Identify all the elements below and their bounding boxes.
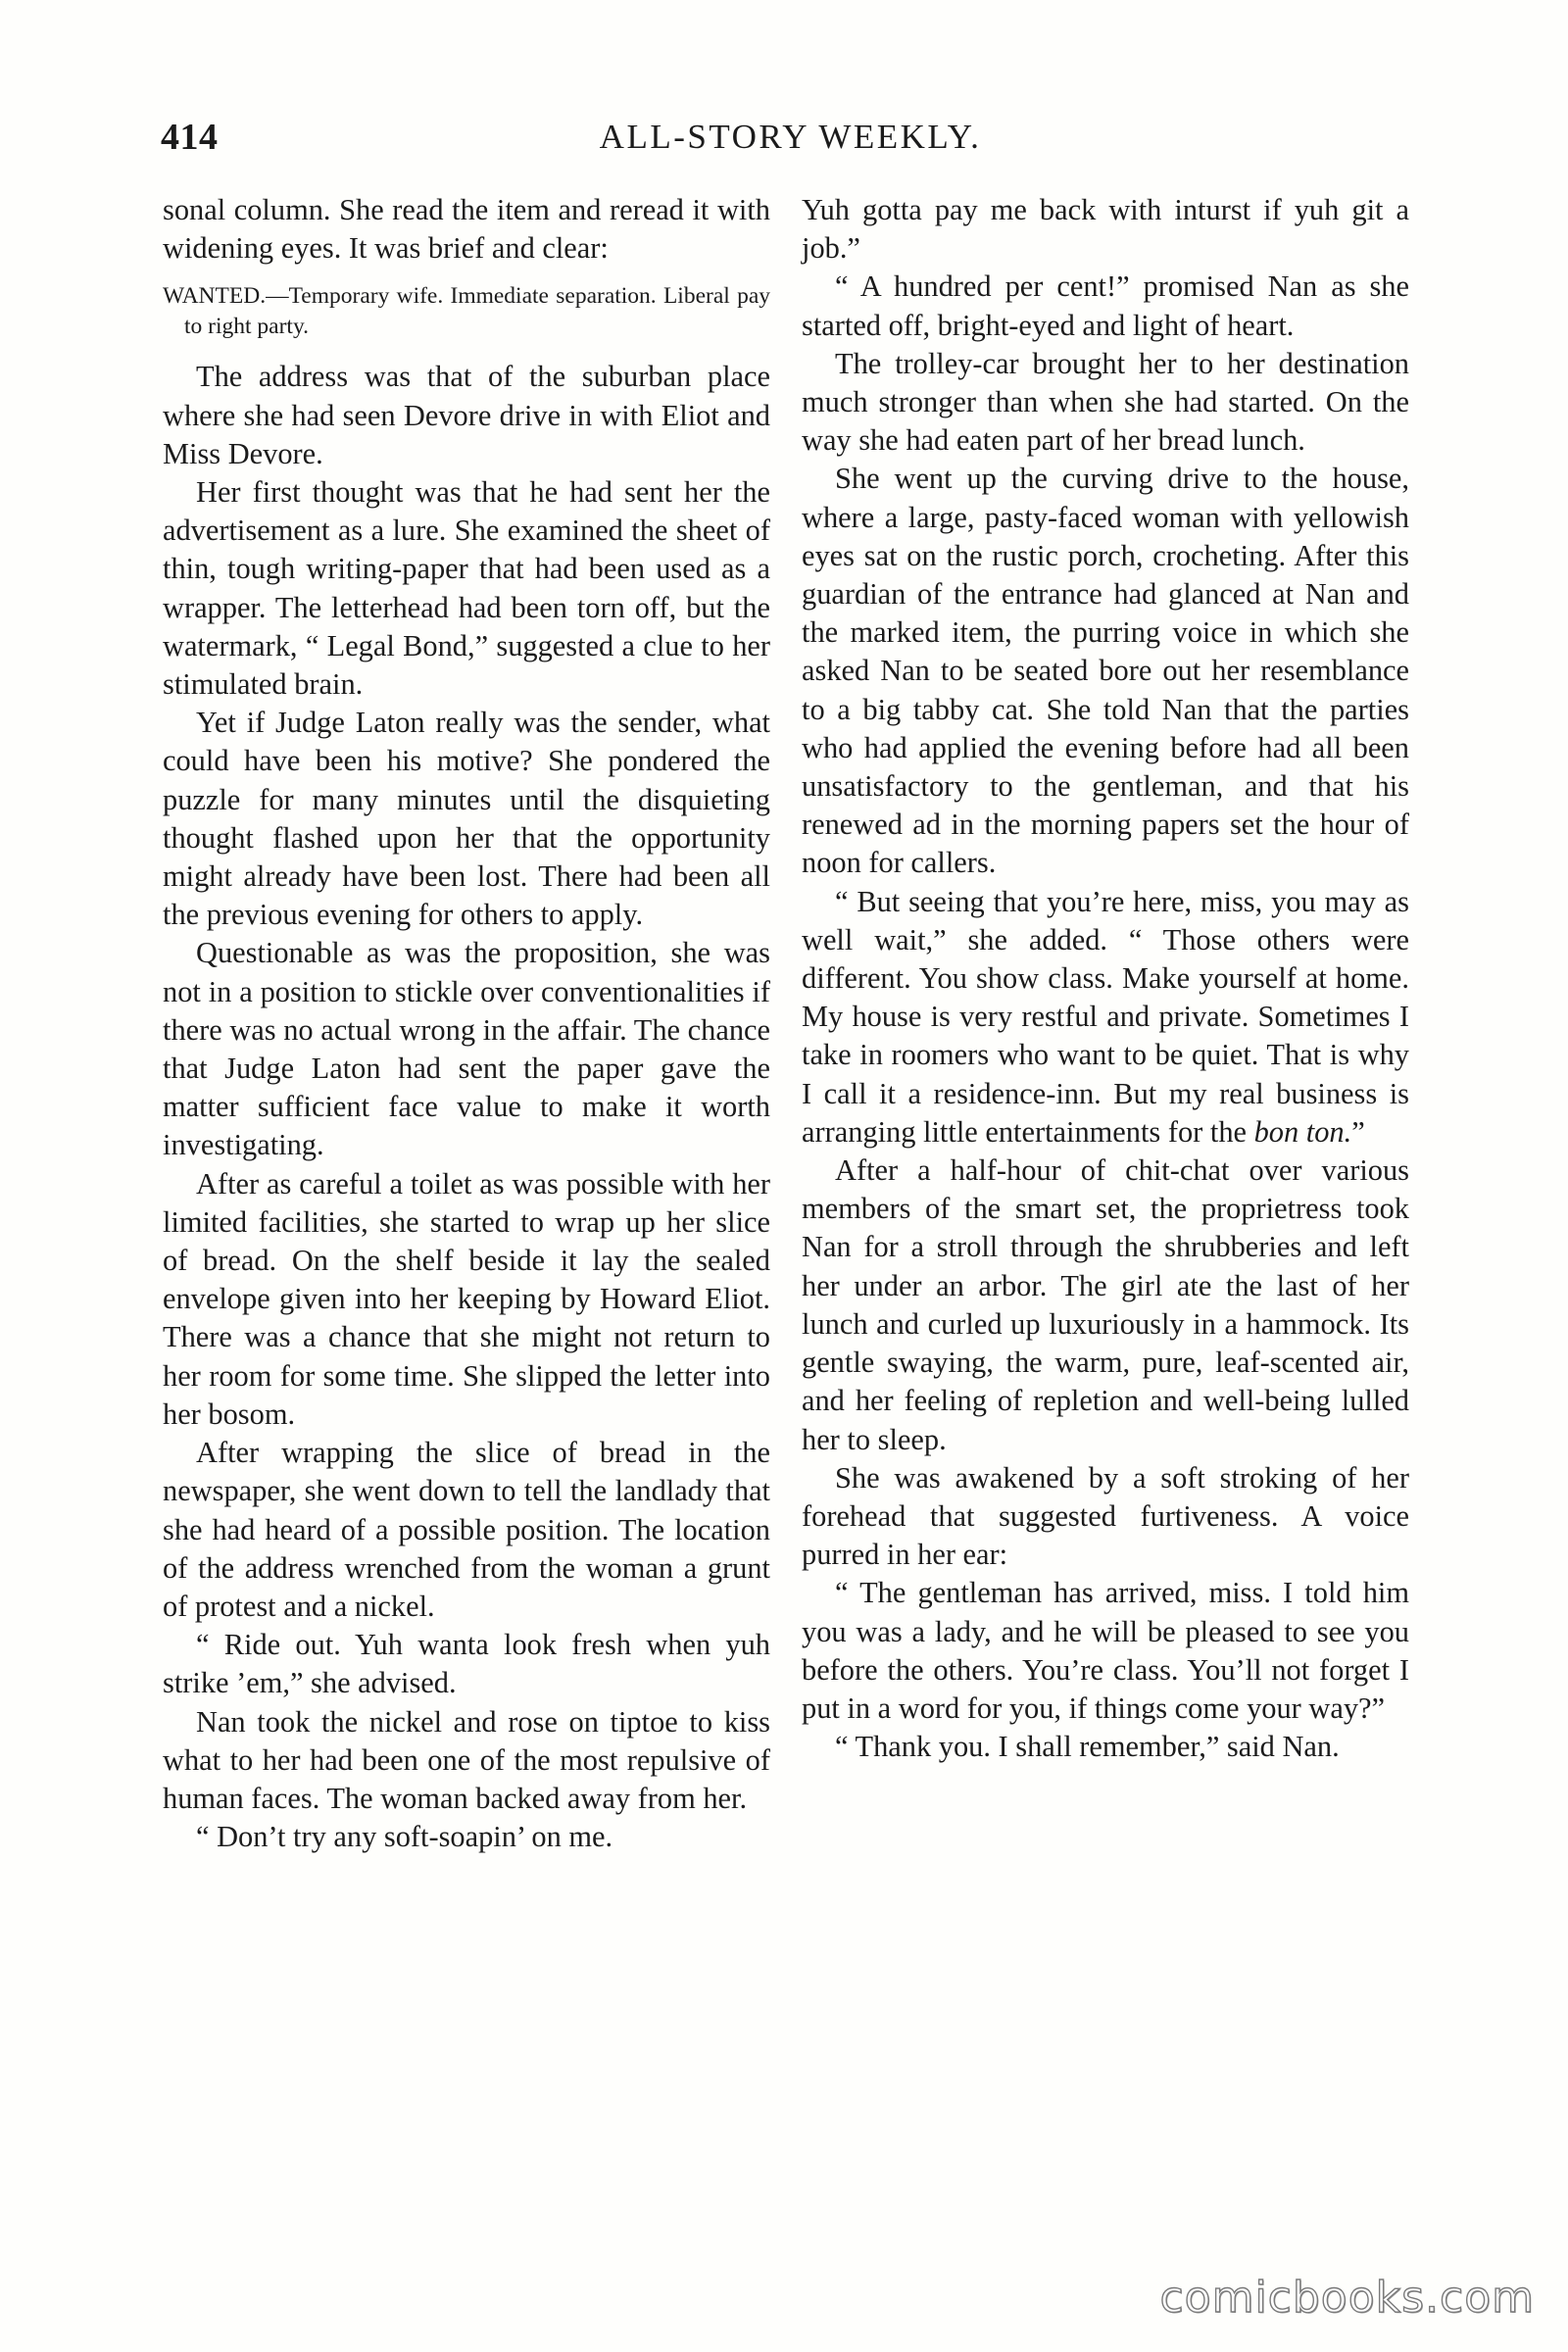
left-column xyxy=(163,191,770,1856)
right-paragraph-3: The trolley-car brought her to her destination much stronger than when she had started. On the way she had eaten part of her bread lunch. xyxy=(802,346,1409,458)
right-paragraph-5-closing-quote: ” xyxy=(1351,1114,1365,1149)
left-paragraph-8: “ Ride out. Yuh wanta look fresh when yuh strike ’em,” she advised. xyxy=(163,1628,770,1700)
left-paragraph-9: Nan took the nickel and rose on tiptoe to kiss what to her had been one of the most repulsive of human faces. The woman backed away from her. xyxy=(163,1704,770,1815)
right-column xyxy=(802,191,1409,1766)
right-paragraph-7: She was awakened by a soft stroking of her forehead that suggested furtiveness. A voice purred in her ear: xyxy=(802,1460,1409,1572)
right-paragraph-9: “ Thank you. I shall remember,” said Nan. xyxy=(835,1730,1340,1764)
left-paragraph-4: Yet if Judge Laton really was the sender, what could have been his motive? She pondered the puzzle for many minutes until the disquieting thought flashed upon her that the opportunity might already have been lost. There had been all the previous evening for others to apply. xyxy=(163,706,770,932)
right-paragraph-1: Yuh gotta pay me back with inturst if yuh git a job.” xyxy=(802,193,1409,266)
right-paragraph-5-text: “ But seeing that you’re here, miss, you may as well wait,” she added. “ Those others were different. You show class. Make yourself at home. My house is very restful and private. Sometimes I take in roomers who want to be quiet. That is why I call it a residence-inn. But my real business is arranging little entertainments for the xyxy=(802,884,1409,1149)
right-paragraph-4: She went up the curving drive to the house, where a large, pasty-faced woman with yellowish eyes sat on the rustic porch, crocheting. After this guardian of the entrance had glanced at Nan and the marked item, the purring voice in which she asked Nan to be seated bore out her resemblance to a big tabby cat. She told Nan that the parties who had applied the evening before had all been unsatisfactory to the gentleman, and that his renewed ad in the morning papers set the hour of noon for callers. xyxy=(802,462,1409,880)
left-paragraph-7: After wrapping the slice of bread in the newspaper, she went down to tell the landlady that she had heard of a possible position. The location of the address wrenched from the woman a grunt of protest and a nickel. xyxy=(163,1436,770,1623)
left-paragraph-5: Questionable as was the proposition, she was not in a position to stickle over conventionalities if there was no actual wrong in the affair. The chance that Judge Laton had sent the paper gave the matter sufficient face value to make it worth investigating. xyxy=(163,936,770,1162)
running-head-title: ALL-STORY WEEKLY. xyxy=(599,118,982,156)
left-paragraph-6: After as careful a toilet as was possible with her limited facilities, she started to wrap up her slice of bread. On the shelf beside it lay the sealed envelope given into her keeping by Howard Eliot. There was a chance that she might not return to her room for some time. She slipped the letter into her bosom. xyxy=(163,1166,770,1431)
page-header xyxy=(161,116,1420,174)
left-paragraph-2: The address was that of the suburban place where she had seen Devore drive in with Eliot and Miss Devore. xyxy=(163,360,770,470)
site-watermark: comicbooks.com xyxy=(1159,2273,1535,2323)
bon-ton-italic: bon ton. xyxy=(1253,1114,1352,1149)
right-paragraph-8: “ The gentleman has arrived, miss. I told him you was a lady, and he will be pleased to see you before the others. You’re class. You’ll not forget I put in a word for you, if things come your way?” xyxy=(802,1576,1409,1725)
right-paragraph-5 xyxy=(802,883,1409,1152)
left-paragraph-1: sonal column. She read the item and reread it with widening eyes. It was brief and clear: xyxy=(163,193,770,266)
classified-ad: WANTED.—Temporary wife. Immediate separation. Liberal pay to right party. xyxy=(163,283,770,340)
right-paragraph-2: “ A hundred per cent!” promised Nan as she started off, bright-eyed and light of heart. xyxy=(802,270,1409,342)
page-number: 414 xyxy=(161,117,219,158)
right-paragraph-6: After a half-hour of chit-chat over various members of the smart set, the proprietress took Nan for a stroll through the shrubberies and left her under an arbor. The girl ate the last of her lunch and curled up luxuriously in a hammock. Its gentle swaying, the warm, pure, leaf-scented air, and her feeling of repletion and well-being lulled her to sleep. xyxy=(802,1153,1409,1456)
left-paragraph-10: “ Don’t try any soft-soapin’ on me. xyxy=(196,1820,613,1854)
left-paragraph-3: Her first thought was that he had sent her the advertisement as a lure. She examined the sheet of thin, tough writing-paper that had been used as a wrapper. The letterhead had been torn off, but the watermark, “ Legal Bond,” suggested a clue to her stimulated brain. xyxy=(163,475,770,702)
